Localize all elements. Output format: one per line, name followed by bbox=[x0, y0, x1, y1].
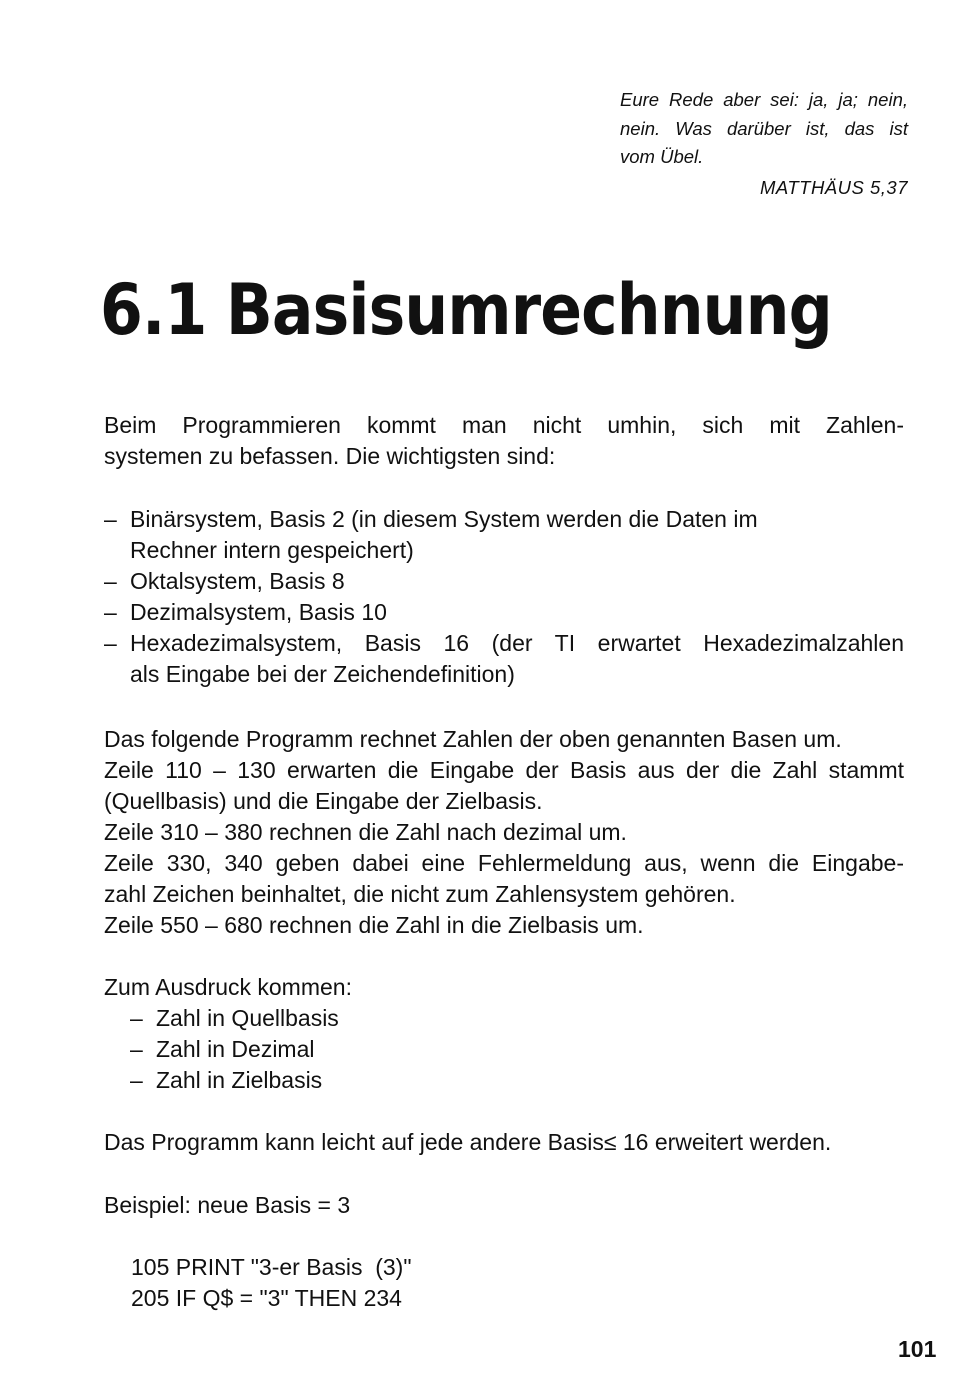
output-section bbox=[104, 972, 904, 1096]
list-dash: – bbox=[104, 599, 117, 625]
page-number: 101 bbox=[898, 1336, 937, 1362]
epigraph-line: vom Übel. bbox=[620, 146, 704, 167]
list-dash: – bbox=[104, 630, 117, 656]
list-item-text: Zahl in Quellbasis bbox=[156, 1005, 339, 1031]
list-item bbox=[130, 1034, 904, 1065]
list-dash: – bbox=[130, 1036, 143, 1062]
number-systems-list bbox=[104, 504, 904, 690]
list-item bbox=[104, 628, 904, 690]
list-item bbox=[104, 504, 904, 566]
list-item-text: Zahl in Dezimal bbox=[156, 1036, 315, 1062]
description-line: Zeile 310 – 380 rechnen die Zahl nach dezimal um. bbox=[104, 819, 627, 845]
description-paragraph bbox=[104, 724, 904, 941]
list-item-text: Zahl in Zielbasis bbox=[156, 1067, 323, 1093]
list-item-text: Hexadezimalsystem, Basis 16 (der TI erwartet Hexadezimalzahlen bbox=[130, 630, 904, 656]
list-item-text: Binärsystem, Basis 2 (in diesem System werden die Daten im bbox=[130, 506, 758, 532]
intro-line: systemen zu befassen. Die wichtigsten sind: bbox=[104, 443, 556, 469]
code-line: 205 IF Q$ = "3" THEN 234 bbox=[131, 1285, 402, 1311]
description-line: zahl Zeichen beinhaltet, die nicht zum Zahlensystem gehören. bbox=[104, 881, 736, 907]
intro-line: Beim Programmieren kommt man nicht umhin, sich mit Zahlen- bbox=[104, 412, 904, 438]
description-line: Das folgende Programm rechnet Zahlen der oben genannten Basen um. bbox=[104, 726, 842, 752]
list-dash: – bbox=[104, 506, 117, 532]
list-item bbox=[104, 566, 904, 597]
list-item bbox=[130, 1065, 904, 1096]
list-item bbox=[104, 597, 904, 628]
list-item-text: Dezimalsystem, Basis 10 bbox=[130, 599, 387, 625]
epigraph-reference: MATTHÄUS 5,37 bbox=[759, 176, 908, 198]
description-line: Zeile 330, 340 geben dabei eine Fehlermeldung aus, wenn die Eingabe- bbox=[104, 850, 904, 876]
list-item-text: als Eingabe bei der Zeichendefinition) bbox=[130, 661, 515, 687]
list-dash: – bbox=[130, 1005, 143, 1031]
list-item bbox=[130, 1003, 904, 1034]
epigraph bbox=[620, 86, 908, 202]
output-heading: Zum Ausdruck kommen: bbox=[104, 974, 352, 1000]
section-number: 6.1 bbox=[100, 269, 207, 351]
section-title: Basisumrechnung bbox=[225, 269, 832, 351]
list-dash: – bbox=[104, 568, 117, 594]
description-line: Zeile 110 – 130 erwarten die Eingabe der Basis aus der die Zahl stammt bbox=[104, 757, 904, 783]
section-heading bbox=[100, 262, 832, 358]
extension-note: Das Programm kann leicht auf jede andere Basis≤ 16 erweitert werden. bbox=[104, 1129, 832, 1155]
intro-paragraph bbox=[104, 410, 904, 472]
description-line: (Quellbasis) und die Eingabe der Zielbasis. bbox=[104, 788, 543, 814]
list-item-text: Oktalsystem, Basis 8 bbox=[130, 568, 345, 594]
code-line: 105 PRINT "3-er Basis (3)" bbox=[131, 1254, 412, 1280]
list-item-text: Rechner intern gespeichert) bbox=[130, 537, 414, 563]
description-line: Zeile 550 – 680 rechnen die Zahl in die Zielbasis um. bbox=[104, 912, 644, 938]
list-dash: – bbox=[130, 1067, 143, 1093]
epigraph-line: Eure Rede aber sei: ja, ja; nein, bbox=[620, 89, 908, 110]
epigraph-line: nein. Was darüber ist, das ist bbox=[620, 117, 908, 139]
example-label: Beispiel: neue Basis = 3 bbox=[104, 1192, 351, 1218]
